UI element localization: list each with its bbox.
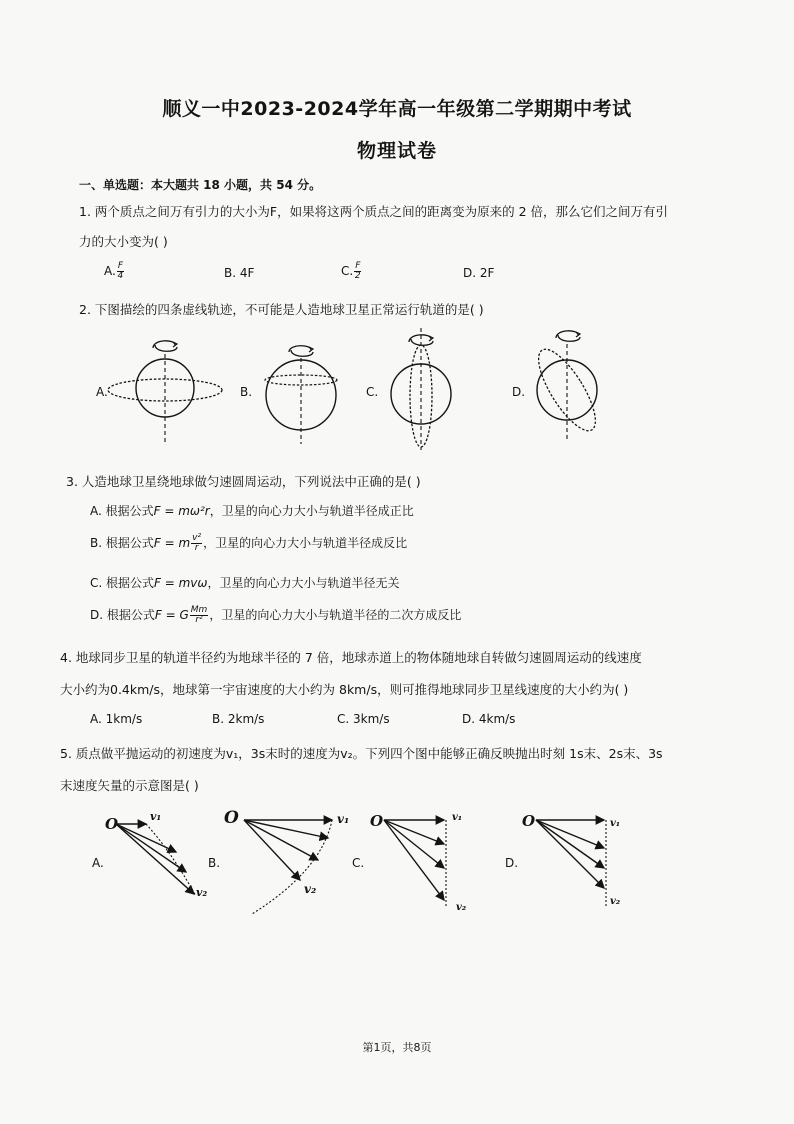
q3-option-a-formula: F = mω²r <box>153 504 210 518</box>
q5-d-v2: v₂ <box>610 896 621 907</box>
q3-option-b-den: r <box>194 543 199 553</box>
q4-stem-line1: 4. 地球同步卫星的轨道半径约为地球半径的 7 倍，地球赤道上的物体随地球自转做匀速圆周运动的线速度 <box>60 650 642 665</box>
q5-b-v1: v₁ <box>337 812 350 826</box>
page-number: 第1页，共8页 <box>362 1041 432 1054</box>
q3-option-d-den: r² <box>195 615 203 625</box>
q3-option-d <box>90 606 461 625</box>
q5-stem-line1: 5. 质点做平抛运动的初速度为v₁，3s末时的速度为v₂。下列四个图中能够正确反映抛出时刻 1s末、2s末、3s <box>60 746 663 761</box>
q1-option-b: B. 4F <box>224 266 255 280</box>
q3-option-a <box>90 502 414 519</box>
q1-option-c-label: C. <box>341 264 354 278</box>
q5-label-b: B. <box>208 856 221 870</box>
q2-label-d: D. <box>512 385 526 399</box>
q4-option-c: C. 3km/s <box>337 712 390 726</box>
q5-stem-line2: 末速度矢量的示意图是( ) <box>60 778 199 793</box>
q3-option-d-pre: D. 根据公式 <box>90 608 155 622</box>
q5-figure-b <box>224 808 354 918</box>
q1-option-a-num: F <box>117 261 123 271</box>
q4-option-b: B. 2km/s <box>212 712 265 726</box>
q3-option-d-num: Mm <box>190 605 208 615</box>
q5-a-origin: O <box>105 815 119 833</box>
q3-option-b-formula: F = m <box>153 536 191 550</box>
q4-option-a: A. 1km/s <box>90 712 143 726</box>
q3-option-c-formula: F = mvω <box>154 576 208 590</box>
q2-stem: 2. 下图描绘的四条虚线轨迹，不可能是人造地球卫星正常运行轨道的是( ) <box>79 302 484 317</box>
q2-figure-d <box>522 322 622 446</box>
q3-option-c <box>90 574 399 591</box>
q5-c-v2: v₂ <box>456 902 467 913</box>
q3-option-b-pre: B. 根据公式 <box>90 536 154 550</box>
exam-title: 顺义一中2023-2024学年高一年级第二学期期中考试 <box>162 98 632 120</box>
q5-b-origin: O <box>224 808 239 828</box>
q3-option-b-num: v² <box>192 533 202 543</box>
q3-option-c-post: ，卫星的向心力大小与轨道半径无关 <box>207 576 400 590</box>
q5-a-v1: v₁ <box>150 810 162 823</box>
q5-label-a: A. <box>92 856 104 870</box>
q5-c-origin: O <box>370 812 384 830</box>
q3-option-a-pre: A. 根据公式 <box>90 504 154 518</box>
q2-label-a: A. <box>96 385 108 399</box>
q5-label-d: D. <box>505 856 519 870</box>
q2-figure-a <box>95 330 235 450</box>
q1-option-a-fraction <box>117 262 124 281</box>
q1-option-a-label: A. <box>104 264 116 278</box>
q1-option-c-den: 2 <box>354 271 361 281</box>
q3-option-b-post: ，卫星的向心力大小与轨道半径成反比 <box>203 536 408 550</box>
q5-d-origin: O <box>522 812 536 830</box>
section-heading: 一、单选题：本大题共 18 小题，共 54 分。 <box>79 178 322 192</box>
q5-c-v1: v₁ <box>452 812 463 823</box>
q3-option-d-fraction <box>190 606 209 625</box>
q3-option-d-formula: F = G <box>154 608 189 622</box>
q1-stem-line2: 力的大小变为( ) <box>79 234 168 249</box>
q2-figure-b <box>245 338 365 448</box>
q1-option-c-fraction <box>354 262 361 281</box>
q2-figure-c <box>383 328 463 454</box>
q1-option-a <box>104 262 125 281</box>
q5-d-v1: v₁ <box>610 818 621 829</box>
q4-stem-line2: 大小约为0.4km/s，地球第一宇宙速度的大小约为 8km/s，则可推得地球同步卫星线速度的大小约为( ) <box>60 682 629 697</box>
q3-option-a-post: ，卫星的向心力大小与轨道半径成正比 <box>209 504 414 518</box>
q3-option-d-post: ，卫星的向心力大小与轨道半径的二次方成反比 <box>209 608 462 622</box>
q1-option-c <box>341 262 362 281</box>
q2-label-b: B. <box>240 385 253 399</box>
q5-a-v2: v₂ <box>196 886 208 899</box>
q1-stem-line1: 1. 两个质点之间万有引力的大小为F，如果将这两个质点之间的距离变为原来的 2 倍，那么它们之间万有引 <box>79 204 668 219</box>
q2-label-c: C. <box>366 385 379 399</box>
q3-option-b-fraction <box>191 534 202 553</box>
q1-option-a-den: 4 <box>117 271 124 281</box>
exam-subtitle: 物理试卷 <box>356 140 437 162</box>
q3-option-c-pre: C. 根据公式 <box>90 576 155 590</box>
q1-option-d: D. 2F <box>463 266 495 280</box>
q5-b-v2: v₂ <box>304 882 317 896</box>
q3-option-b <box>90 534 407 553</box>
q5-label-c: C. <box>352 856 365 870</box>
q1-option-c-num: F <box>355 261 361 271</box>
q4-option-d: D. 4km/s <box>462 712 516 726</box>
q3-stem: 3. 人造地球卫星绕地球做匀速圆周运动，下列说法中正确的是( ) <box>66 474 421 489</box>
